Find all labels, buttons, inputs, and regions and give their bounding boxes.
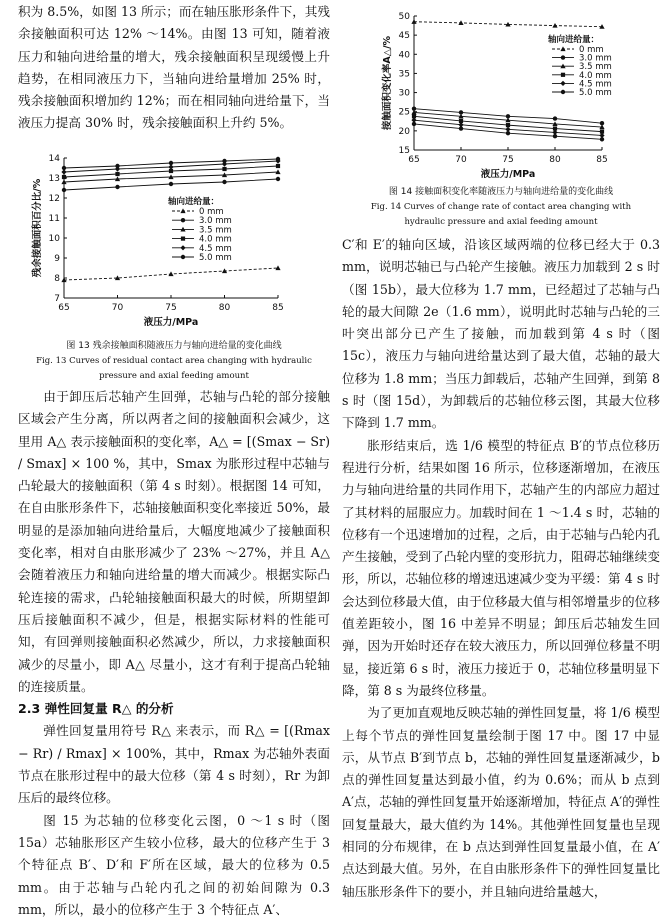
legend-label: 3.5 mm bbox=[579, 62, 612, 73]
y-tick-label: 15 bbox=[398, 146, 410, 156]
data-point bbox=[412, 122, 416, 126]
x-axis-title: 液压力/MPa bbox=[143, 317, 199, 328]
data-point bbox=[276, 164, 280, 168]
legend-label: 3.5 mm bbox=[199, 225, 232, 236]
fig13-chart bbox=[18, 146, 330, 336]
y-tick-label: 20 bbox=[398, 126, 410, 137]
x-tick-label: 80 bbox=[218, 303, 231, 313]
y-tick-label: 35 bbox=[398, 69, 410, 80]
y-tick-label: 30 bbox=[398, 88, 410, 99]
left-paragraph-1: 积为 8.5%，如图 13 所示；而在轴压胀形条件下，其残余接触面积可达 12% ～14%。由图 13 可知，随着液压力和轴向进给量的增大，残余接触面积呈现缓慢上升趋势，在相同液压力下，当轴向进给量增加 25% 时，残余接触面积增加约 12%；而在相同轴向进给量下，当液压力提高 30% 时，残余接触面积上升约 5%。 bbox=[18, 4, 330, 131]
y-tick-label: 11 bbox=[48, 214, 60, 224]
fig14-caption-en-line1: Fig. 14 Curves of change rate of contact area changing with bbox=[370, 202, 632, 212]
x-tick-label: 65 bbox=[408, 155, 420, 165]
legend-label: 4.0 mm bbox=[579, 70, 612, 81]
fig14-caption-cn: 图 14 接触面积变化率随液压力与轴向进给量的变化曲线 bbox=[388, 187, 614, 197]
y-tick-label: 50 bbox=[398, 12, 410, 22]
data-point bbox=[222, 159, 226, 163]
legend-marker bbox=[561, 73, 565, 77]
x-tick-label: 70 bbox=[111, 303, 124, 313]
y-tick-label: 13 bbox=[48, 174, 60, 184]
y-tick-label: 40 bbox=[398, 50, 410, 61]
legend-marker bbox=[180, 245, 185, 250]
fig13-caption-cn: 图 13 残余接触面积随液压力与轴向进给量的变化曲线 bbox=[66, 341, 282, 351]
data-point bbox=[506, 123, 510, 127]
right-column-text bbox=[342, 234, 660, 903]
y-tick-label: 8 bbox=[54, 274, 60, 284]
data-point bbox=[276, 177, 280, 181]
data-point bbox=[115, 164, 119, 168]
y-tick-label: 45 bbox=[398, 31, 410, 42]
data-point bbox=[222, 180, 226, 184]
x-tick-label: 70 bbox=[455, 155, 467, 165]
legend-marker bbox=[561, 90, 565, 94]
legend-label: 4.5 mm bbox=[199, 243, 232, 254]
fig14-chart bbox=[342, 4, 660, 182]
data-point bbox=[222, 167, 226, 171]
legend-label: 5.0 mm bbox=[579, 88, 612, 98]
data-point bbox=[600, 137, 604, 141]
legend-marker bbox=[181, 255, 185, 259]
x-tick-label: 85 bbox=[596, 155, 608, 165]
fig13-caption-en-line1: Fig. 13 Curves of residual contact area changing with hydraulic bbox=[36, 356, 312, 366]
data-point bbox=[169, 161, 173, 165]
data-point bbox=[553, 134, 557, 138]
legend-marker bbox=[560, 81, 565, 86]
left-paragraph-3: 弹性回复量用符号 R△ 来表示，而 R△ = [(Rmax − Rr) / Rmax] × 100%，其中，Rmax 为芯轴外表面节点在胀形过程中的最大位移（第 4 s 时刻），Rr 为卸压后的最终位移。 bbox=[18, 723, 330, 806]
y-axis-title: 残余接触面积百分比/% bbox=[32, 178, 43, 278]
data-point bbox=[276, 157, 280, 161]
left-column bbox=[18, 0, 330, 135]
y-tick-label: 7 bbox=[54, 294, 60, 304]
right-paragraph-1: C′和 E′的轴向区域，沿该区域两端的位移已经大于 0.3 mm，说明芯轴已与凸轮产生接触。液压力加载到 2 s 时（图 15b），最大位移为 1.7 mm，已经超过了芯轴与凸轮的最大间隙 2e（1.6 mm），说明此时芯轴与凸轮的三叶突出部分已产生了接触，而加载到第 4 s 时（图 15c），液压力与轴向进给量达到了最大值，芯轴的最大位移为 1.8 mm；当压力卸载后，芯轴产生回弹，到第 8 s 时（图 15d），为卸载后的芯轴位移云图，其最大位移下降到 1.7 mm。 bbox=[342, 237, 660, 431]
data-point bbox=[115, 185, 119, 189]
left-column-lower bbox=[18, 386, 330, 921]
left-paragraph-4: 图 15 为芯轴的位移变化云图，0 ～1 s 时（图 15a）芯轴胀形区产生较小位移，最大的位移产生于 3 个特征点 B′、D′和 F′所在区域，最大的位移为 0.5 mm。由于芯轴与凸轮内孔之间的初始间隙为 0.3 mm，所以，最小的位移产生于 3 个特征点 A′、 bbox=[18, 812, 330, 917]
right-paragraph-2: 胀形结束后，选 1/6 模型的特征点 B′的节点位移历程进行分析，结果如图 16 所示，位移逐渐增加，在液压力与轴向进给量的共同作用下，芯轴产生的内部应力超过了其材料的屈服应力。加载时间在 1 ～1.4 s 时，芯轴的位移有一个迅速增加的过程，之后，由于芯轴与凸轮内孔产生接触，受到了凸轮内壁的变形抗力，阻碍芯轴继续变形，所以，芯轴位移的增速迅速减少变为平缓：第 4 s 时会达到位移最大值，由于位移最大值与相邻增量步的位移值差距较小，图 16 中差异不明显；卸压后芯轴发生回弹，因为开始时还存在较大液压力，所以回弹位移量不明显，接近第 6 s 时，液压力接近于 0，芯轴位移量明显下降，第 8 s 为最终位移量。 bbox=[342, 437, 660, 698]
x-tick-label: 75 bbox=[502, 155, 514, 165]
data-point bbox=[62, 188, 66, 192]
x-tick-label: 75 bbox=[165, 303, 177, 313]
data-point bbox=[115, 172, 119, 176]
data-point bbox=[62, 175, 66, 179]
x-tick-label: 80 bbox=[549, 155, 561, 165]
y-tick-label: 9 bbox=[54, 254, 60, 264]
data-point bbox=[459, 126, 463, 130]
data-point bbox=[553, 116, 557, 120]
y-tick-label: 12 bbox=[48, 194, 60, 204]
y-tick-label: 14 bbox=[48, 154, 60, 164]
fig13-caption-en-line2: pressure and axial feeding amount bbox=[99, 371, 249, 381]
legend-label: 0 mm bbox=[579, 45, 604, 55]
legend-title: 轴向进给量： bbox=[168, 197, 220, 207]
legend-marker bbox=[181, 218, 185, 222]
legend-label: 3.0 mm bbox=[579, 53, 612, 64]
data-point bbox=[62, 166, 66, 170]
legend-label: 0 mm bbox=[199, 207, 224, 217]
fig14-caption-en-line2: hydraulic pressure and axial feeding amount bbox=[404, 217, 598, 227]
right-paragraph-3: 为了更加直观地反映芯轴的弹性回复量，将 1/6 模型上每个节点的弹性回复量绘制于图 17 中。图 17 中显示，从节点 B′到节点 b，芯轴的弹性回复量逐渐减少，b 点的弹性回复量达到最小值，约为 0.6%；而从 b 点到 A′点，芯轴的弹性回复量开始逐渐增加，特征点 A′的弹性回复量最大，最大值约为 14%。其他弹性回复量也呈现相同的分布规律，在 b 点达到弹性回复量最小值，在 A′点达到最大值。另外，在自由胀形条件下的弹性回复量比轴压胀形条件下的要小，并且轴向进给量越大， bbox=[342, 705, 660, 899]
data-point bbox=[169, 182, 173, 186]
y-tick-label: 25 bbox=[398, 107, 410, 118]
legend-marker bbox=[181, 237, 185, 241]
legend-label: 4.0 mm bbox=[199, 234, 232, 245]
section-heading-2-3: 2.3 弹性回复量 R△ 的分析 bbox=[18, 701, 174, 717]
legend-marker bbox=[561, 55, 565, 59]
x-tick-label: 65 bbox=[58, 303, 70, 313]
x-tick-label: 85 bbox=[272, 303, 284, 313]
data-point bbox=[506, 131, 510, 135]
legend-label: 4.5 mm bbox=[579, 79, 612, 90]
legend-label: 3.0 mm bbox=[199, 216, 232, 227]
fig13-caption bbox=[18, 338, 330, 384]
legend-title: 轴向进给量： bbox=[548, 35, 600, 45]
y-tick-label: 10 bbox=[48, 234, 60, 244]
x-axis-title: 液压力/MPa bbox=[480, 169, 536, 180]
fig14-caption bbox=[342, 184, 660, 230]
y-axis-title: 接触面积变化率A△/% bbox=[382, 35, 393, 131]
legend-label: 5.0 mm bbox=[199, 253, 232, 263]
left-paragraph-2: 由于卸压后芯轴产生回弹，芯轴与凸轮的部分接触区域会产生分离，所以两者之间的接触面积会减少，这里用 A△ 表示接触面积的变化率，A△ = [(Smax − Sr) / Smax] × 100 %，其中，Smax 为胀形过程中芯轴与凸轮最大的接触面积（第 4 s 时刻）。根据图 14 可知，在自由胀形条件下，芯轴接触面积变化率接近 50%，最明显的是添加轴向进给量后，大幅度地减少了接触面积变化率，相对自由胀形减少了 23% ～27%，并且 A△ 会随着液压力和轴向进给量的增大而减少。根据实际凸轮连接的需求，凸轮轴接触面积最大的时候，所期望卸压后接触面积不减少，但是，根据实际材料的性能可知，有回弹则接触面积必然减少，所以，力求接触面积减少的尽量小，即 A△ 尽量小，这才有利于提高凸轮轴的连接质量。 bbox=[18, 389, 330, 694]
